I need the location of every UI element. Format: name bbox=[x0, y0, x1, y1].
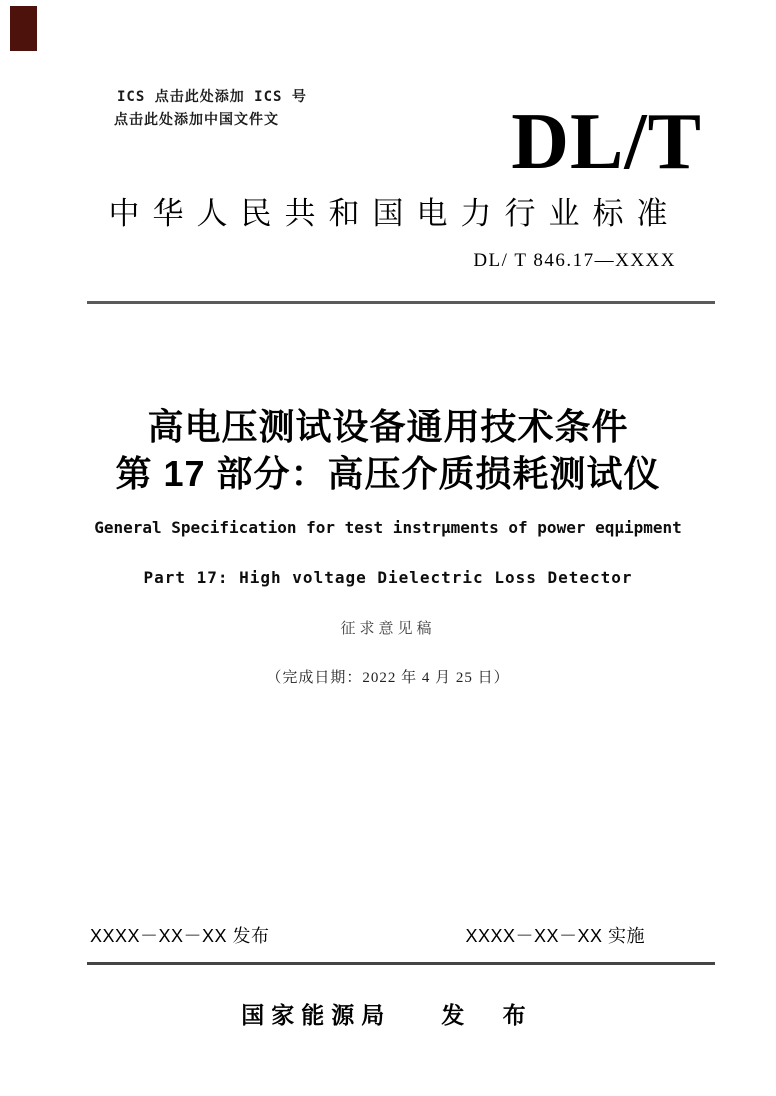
document-title-line2: 第 17 部分：高压介质损耗测试仪 bbox=[115, 453, 661, 494]
ics-placeholder-block bbox=[114, 86, 307, 132]
standard-category-title: 中华人民共和国电力行业标准 bbox=[108, 196, 681, 231]
draft-status-note: 征求意见稿 bbox=[340, 621, 436, 637]
issuer-name: 国家能源局 bbox=[241, 1002, 392, 1028]
header-divider bbox=[87, 301, 715, 304]
issuer-row bbox=[0, 997, 776, 1030]
document-title-line1: 高电压测试设备通用技术条件 bbox=[147, 406, 629, 447]
release-date: XXXX－XX－XX 发布 bbox=[90, 926, 270, 946]
dlt-logo: DL/T bbox=[511, 98, 702, 186]
issue-verb: 发 布 bbox=[441, 1002, 542, 1028]
english-title-line1: General Specification for test instrμments of power eqμipment bbox=[94, 518, 682, 537]
implementation-date: XXXX－XX－XX 实施 bbox=[465, 926, 645, 946]
corner-mark bbox=[10, 6, 37, 51]
english-title-line2: Part 17: High voltage Dielectric Loss Detector bbox=[143, 568, 633, 587]
completion-date: （完成日期：2022 年 4 月 25 日） bbox=[266, 670, 510, 686]
document-number-placeholder[interactable]: 点击此处添加中国文件文 bbox=[114, 112, 279, 128]
standard-number: DL/ T 846.17—XXXX bbox=[473, 250, 676, 271]
footer-divider bbox=[87, 962, 715, 965]
ics-number-placeholder[interactable]: ICS 点击此处添加 ICS 号 bbox=[117, 89, 307, 105]
